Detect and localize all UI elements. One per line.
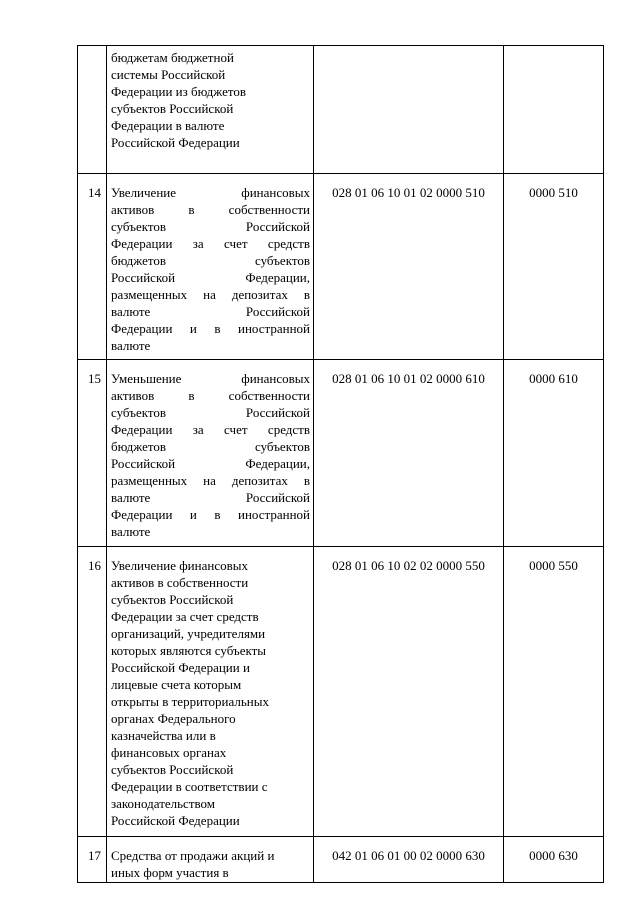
row-description [107, 360, 314, 547]
description-line: активов в собственности [111, 575, 249, 590]
row-number: 14 [78, 174, 107, 360]
budget-classification-code [314, 46, 504, 174]
description-line: активов в собственности [111, 202, 310, 217]
description-line: Российской Федерации [111, 135, 240, 150]
description-line: казначейства или в [111, 728, 216, 743]
description-line: системы Российской [111, 67, 226, 82]
description-line: организаций, учредителями [111, 626, 266, 641]
description-line: Федерации в валюте [111, 118, 225, 133]
subtype-code: 0000 630 [504, 837, 604, 883]
sources-financing-table [77, 45, 604, 883]
description-line: Федерации за счет средств [111, 609, 259, 624]
budget-classification-code: 028 01 06 10 01 02 0000 510 [314, 174, 504, 360]
description-line: субъектов Российской [111, 219, 310, 234]
description-line: финансовых органах [111, 745, 227, 760]
description-line: валюте [111, 524, 151, 539]
row-number: 16 [78, 547, 107, 837]
description-line: Российской Федерации, [111, 270, 310, 285]
row-description [107, 547, 314, 837]
subtype-code [504, 46, 604, 174]
subtype-code: 0000 510 [504, 174, 604, 360]
row-description [107, 837, 314, 883]
description-line: Федерации за счет средств [111, 422, 310, 437]
description-line: Российской Федерации и [111, 660, 250, 675]
description-line: Федерации за счет средств [111, 236, 310, 251]
description-line: Увеличение финансовых [111, 558, 248, 573]
description-line: которых являются субъекты [111, 643, 267, 658]
description-line: Уменьшение финансовых [111, 371, 310, 386]
budget-classification-code: 028 01 06 10 01 02 0000 610 [314, 360, 504, 547]
description-line: открыты в территориальных [111, 694, 269, 709]
description-line: лицевые счета которым [111, 677, 242, 692]
description-line: законодательством [111, 796, 216, 811]
table-row [78, 46, 604, 174]
subtype-code: 0000 550 [504, 547, 604, 837]
description-line: бюджетов субъектов [111, 253, 310, 268]
description-line: Средства от продажи акций и [111, 848, 275, 863]
description-line: субъектов Российской [111, 405, 310, 420]
description-line: иных форм участия в [111, 865, 229, 880]
row-number [78, 46, 107, 174]
row-description [107, 174, 314, 360]
row-number: 17 [78, 837, 107, 883]
description-line: Федерации и в иностранной [111, 507, 310, 522]
table-row [78, 837, 604, 883]
description-line: Федерации в соответствии с [111, 779, 268, 794]
budget-classification-code: 042 01 06 01 00 02 0000 630 [314, 837, 504, 883]
subtype-code: 0000 610 [504, 360, 604, 547]
description-line: органах Федерального [111, 711, 236, 726]
description-line: субъектов Российской [111, 762, 234, 777]
description-line: бюджетам бюджетной [111, 50, 234, 65]
description-line: Увеличение финансовых [111, 185, 310, 200]
description-line: бюджетов субъектов [111, 439, 310, 454]
budget-classification-code: 028 01 06 10 02 02 0000 550 [314, 547, 504, 837]
description-line: субъектов Российской [111, 101, 234, 116]
table-row [78, 360, 604, 547]
row-number: 15 [78, 360, 107, 547]
description-line: валюте Российской [111, 490, 310, 505]
description-line: Федерации и в иностранной [111, 321, 310, 336]
description-line: размещенных на депозитах в [111, 473, 310, 488]
row-description [107, 46, 314, 174]
description-line: активов в собственности [111, 388, 310, 403]
description-line: Федерации из бюджетов [111, 84, 246, 99]
description-line: размещенных на депозитах в [111, 287, 310, 302]
description-line: валюте Российской [111, 304, 310, 319]
table-row [78, 174, 604, 360]
description-line: Российской Федерации [111, 813, 240, 828]
table-row [78, 547, 604, 837]
description-line: Российской Федерации, [111, 456, 310, 471]
description-line: валюте [111, 338, 151, 353]
description-line: субъектов Российской [111, 592, 234, 607]
